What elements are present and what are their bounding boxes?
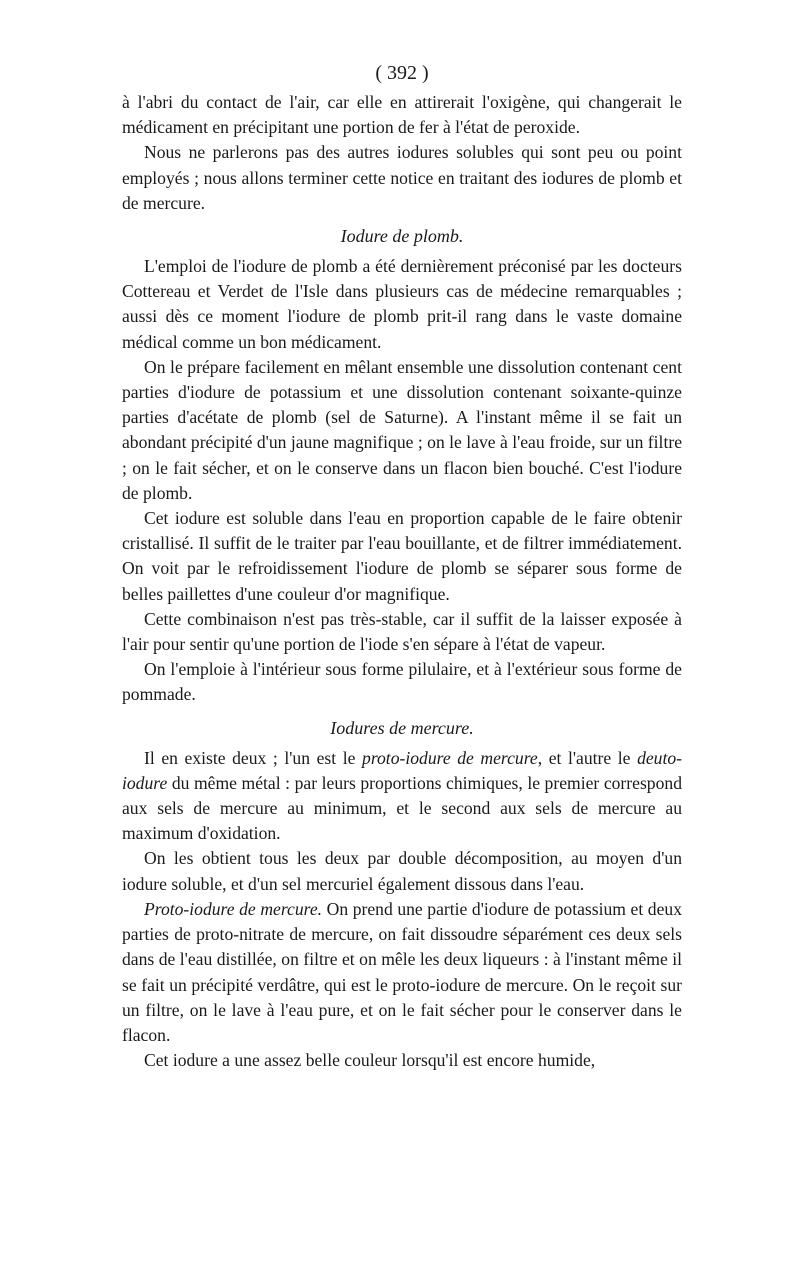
paragraph-other-iodures: Nous ne parlerons pas des autres iodures solubles qui sont peu ou point employés ; nous allons terminer cette notice en traitant des iodures de plomb et de mercure. [122, 142, 682, 213]
heading-iodure-de-plomb: Iodure de plomb. [340, 226, 464, 247]
term-deuto-iodure: deuto-iodure [122, 747, 683, 793]
text-run: On prend une partie d'iodure de potassium et deux parties de proto-nitrate de mercure, on fait dissoudre séparément ces deux sels dans de l'eau distillée, on filtre et on mêle les deux liqueurs : à l'instant même il se fait un précipité verdâtre, qui est le proto-iodure de mercure. On le reçoit sur un filtre, on le lave à l'eau pure, et on le fait sécher pour le conserver dans le flacon. [122, 898, 683, 1045]
paragraph-plomb-emploi: L'emploi de l'iodure de plomb a été dernièrement préconisé par les docteurs Cottereau et Verdet de l'Isle dans plusieurs cas de médecine remarquables ; aussi dès ce moment l'iodure de plomb prit-il rang dans le vaste domaine médical comme un bon médicament. [122, 256, 682, 352]
page-number: ( 392 ) [375, 62, 429, 84]
text-run: Il en existe deux ; l'un est le [144, 747, 363, 768]
term-proto-iodure-heading: Proto-iodure de mercure. [144, 898, 323, 919]
paragraph-plomb-solubilite: Cet iodure est soluble dans l'eau en proportion capable de le faire obtenir cristallisé. Il suffit de le traiter par l'eau bouillante, et de filtrer immédiatement. On voit par le refroidissement l'iodure de plomb se séparer sous forme de belles paillettes d'une couleur d'or magnifique. [122, 508, 682, 604]
paragraph-proto-iodure [122, 897, 682, 1048]
paragraph-mercure-types [122, 746, 682, 847]
text-run: , et l'autre le [537, 747, 638, 768]
paragraph-plomb-usage: On l'emploie à l'intérieur sous forme pilulaire, et à l'extérieur sous forme de pommade. [122, 659, 682, 705]
document-page [122, 58, 682, 1073]
paragraph-plomb-stabilite: Cette combinaison n'est pas très-stable, car il suffit de la laisser exposée à l'air pour sentir qu'une portion de l'iode s'en sépare à l'état de vapeur. [122, 608, 682, 655]
paragraph-plomb-preparation: On le prépare facilement en mêlant ensemble une dissolution contenant cent parties d'iodure de potassium et une dissolution contenant soixante-quinze parties d'acétate de plomb (sel de Saturne). A l'instant même il se fait un abondant précipité d'un jaune magnifique ; on le lave à l'eau froide, sur un filtre ; on le fait sécher, et on le conserve dans un flacon bien bouché. C'est l'iodure de plomb. [122, 356, 682, 503]
paragraph-continuation: à l'abri du contact de l'air, car elle en attirerait l'oxigène, qui changerait le médicament en précipitant une portion de fer à l'état de peroxide. [122, 92, 682, 138]
paragraph-mercure-obtention: On les obtient tous les deux par double décomposition, au moyen d'un iodure soluble, et d'un sel mercuriel également dissous dans l'eau. [122, 848, 682, 894]
heading-iodures-de-mercure: Iodures de mercure. [330, 717, 474, 738]
term-proto-iodure: proto-iodure de mercure [362, 747, 538, 768]
paragraph-iodure-couleur: Cet iodure a une assez belle couleur lorsqu'il est encore humide, [144, 1050, 596, 1071]
text-run: du même métal : par leurs proportions chimiques, le premier correspond aux sels de mercure au minimum, et le second aux sels de mercure au maximum d'oxidation. [122, 772, 682, 844]
